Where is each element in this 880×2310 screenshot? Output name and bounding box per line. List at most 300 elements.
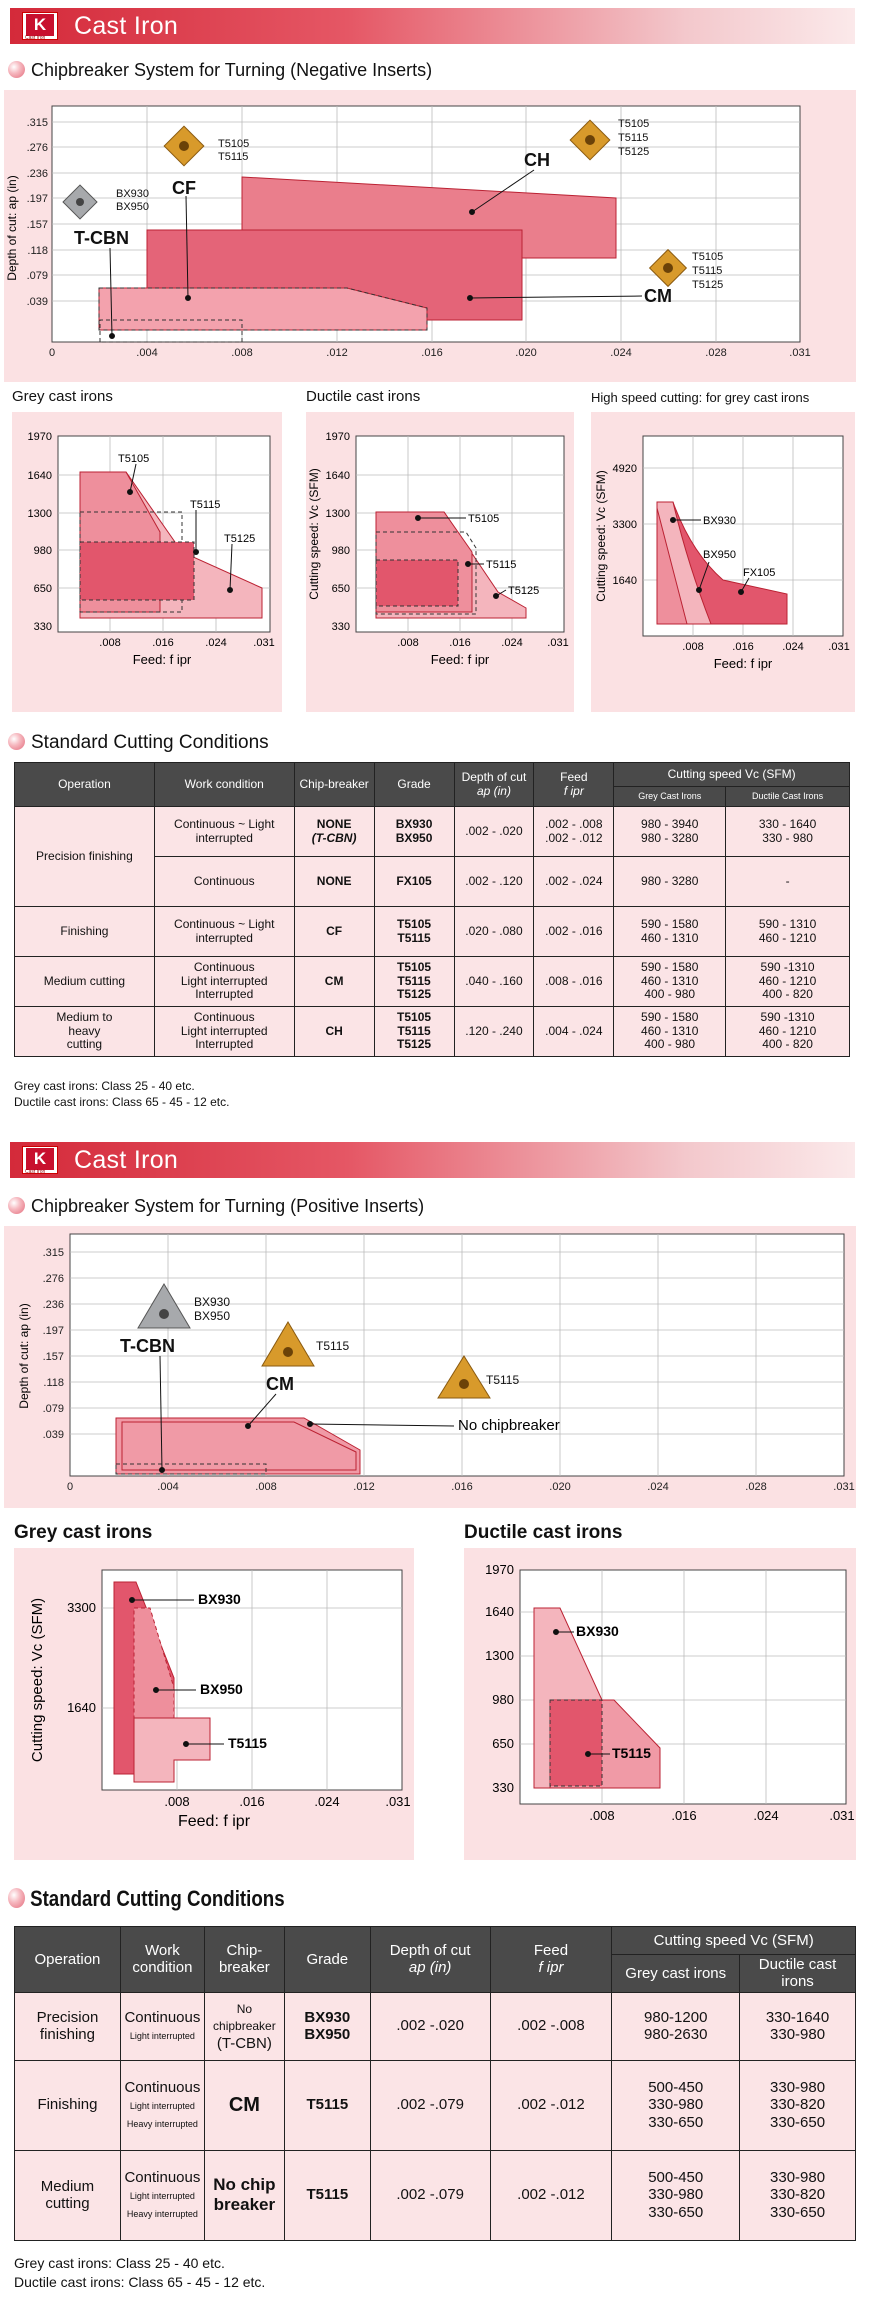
cell-line: .002 - .012	[545, 830, 603, 845]
cell-line: (T-CBN)	[216, 2034, 272, 2052]
x-tick: .008	[255, 1481, 277, 1493]
cell-work: Continuous ~ Light interrupted	[154, 907, 294, 957]
y-axis-label: Cutting speed: Vc (SFM)	[29, 1597, 46, 1763]
x-axis-label: Feed: f ipr	[713, 656, 773, 671]
grade-label: T5115	[190, 499, 221, 511]
x-tick: .012	[326, 347, 348, 359]
chipbreaker-cm: CM	[644, 286, 672, 306]
col-header: Cutting speed Vc (SFM)	[612, 1927, 856, 1955]
cell-line: heavy	[68, 1023, 101, 1038]
y-tick: .039	[26, 296, 48, 308]
x-tick: .016	[449, 637, 471, 649]
y-tick: 330	[33, 621, 52, 633]
cell-line: 980 - 3280	[641, 830, 699, 845]
page-title: Cast Iron	[74, 12, 179, 40]
y-tick: 650	[331, 583, 350, 595]
x-tick: .016	[421, 347, 443, 359]
header-sub: f ipr	[538, 1959, 564, 1977]
brand-logo	[22, 12, 58, 40]
cell-line: Light interrupted	[180, 973, 268, 988]
x-tick: .024	[753, 1808, 779, 1823]
cell-grey	[614, 807, 726, 857]
cell-line: BX950	[304, 2026, 351, 2043]
bullet-icon	[8, 61, 25, 78]
col-header: Grade	[284, 1927, 370, 1993]
cell-ductile	[740, 2150, 856, 2240]
col-header: Cutting speed Vc (SFM)	[614, 763, 850, 787]
cell-line: 980 - 3940	[641, 816, 699, 831]
cell-line: 460 - 1310	[641, 930, 699, 945]
cell-line: T5105	[397, 959, 432, 974]
cell-grade: FX105	[374, 857, 454, 907]
cell-line: 980-2630	[644, 2026, 708, 2043]
grade-label: T5105	[618, 118, 650, 130]
y-tick: .197	[26, 193, 48, 205]
cell-line: NONE	[316, 816, 352, 831]
footnote	[14, 1078, 229, 1110]
x-tick: .016	[152, 637, 174, 649]
header-text: Feed	[533, 1942, 569, 1959]
footnote	[14, 2254, 265, 2292]
grade-label: BX930	[198, 1591, 241, 1607]
cell-operation: Precision finishing	[15, 807, 155, 907]
y-axis-label: Cutting speed: Vc (SFM)	[594, 470, 608, 602]
cell-feed: .008 - .016	[534, 957, 614, 1007]
grade-label: T5115	[618, 132, 649, 144]
chipbreaker-tcbn: T-CBN	[74, 228, 129, 248]
y-tick: .236	[26, 168, 48, 180]
x-tick: .016	[671, 1808, 697, 1823]
cell-line: 400 - 820	[762, 987, 813, 1002]
cell-line: 330-980	[770, 2169, 826, 2187]
cell-feed: .002 -.012	[490, 2060, 612, 2150]
y-tick: 980	[33, 545, 52, 557]
y-tick: 330	[492, 1780, 514, 1795]
cell-line: Light interrupted	[129, 2101, 195, 2112]
grade-label: T5115	[228, 1735, 267, 1751]
y-tick: .315	[42, 1247, 64, 1259]
cell-line: 330-980	[648, 2096, 704, 2114]
grade-label: T5105	[218, 138, 250, 150]
grade-label: T5115	[486, 1373, 520, 1387]
cell-line: 330-650	[770, 2203, 826, 2221]
cell-line: 330-980	[648, 2186, 704, 2204]
section-heading	[8, 1196, 424, 1217]
cell-grey	[614, 1007, 726, 1057]
cell-line: Continuous	[124, 2008, 201, 2026]
cell-line: 400 - 820	[762, 1037, 813, 1052]
y-tick: 980	[492, 1692, 514, 1707]
x-tick: .028	[705, 347, 727, 359]
cell-operation: Precision finishing	[15, 1992, 121, 2060]
x-tick: 0	[48, 347, 56, 359]
pos-grey-minichart	[14, 1548, 414, 1860]
cell-line: Continuous	[193, 959, 255, 974]
table-row	[15, 957, 850, 1007]
cell-chip: NONE	[294, 857, 374, 907]
grade-label: BX930	[703, 515, 737, 527]
pos-ductile-minichart	[464, 1548, 856, 1860]
header-sub: ap (in)	[476, 783, 511, 798]
positive-chart-panel	[4, 1226, 856, 1508]
cell-chip: No chip breaker	[204, 2150, 284, 2240]
cell-line: Light interrupted	[129, 2191, 195, 2202]
x-tick: .031	[828, 641, 850, 653]
x-tick: .008	[231, 347, 253, 359]
cell-depth: .120 - .240	[454, 1007, 534, 1057]
cell-line: T5115	[397, 930, 431, 945]
bullet-icon	[8, 733, 25, 750]
bullet-icon	[8, 1197, 25, 1214]
heading-text: Chipbreaker System for Turning (Positive Inserts)	[31, 1196, 425, 1216]
region-t5105	[376, 560, 458, 606]
y-tick: 1640	[325, 470, 350, 482]
y-tick: 1640	[67, 1700, 96, 1715]
col-subheader: Ductile Cast Irons	[726, 787, 850, 807]
header-text: Depth of cut	[461, 769, 527, 784]
x-tick: .024	[314, 1794, 340, 1809]
y-tick: .276	[42, 1273, 64, 1285]
cell-line: 460 - 1310	[641, 1023, 699, 1038]
section-header	[10, 1142, 855, 1178]
cell-depth: .020 - .080	[454, 907, 534, 957]
cell-operation	[15, 1007, 155, 1057]
cell-line: 330-980	[770, 2026, 826, 2043]
minichart-title: High speed cutting: for grey cast irons	[591, 390, 810, 405]
cell-line: T5115	[397, 1023, 431, 1038]
minichart-title: Grey cast irons	[14, 1522, 153, 1543]
y-tick: .079	[26, 270, 48, 282]
section-heading	[8, 732, 269, 754]
heading-text: Chipbreaker System for Turning (Negative Inserts)	[31, 60, 433, 80]
cell-feed	[534, 807, 614, 857]
cell-line: T5105	[397, 916, 432, 931]
y-tick: 650	[33, 583, 52, 595]
y-axis-label: Cutting speed: Vc (SFM)	[307, 468, 321, 600]
grade-label: T5125	[692, 279, 724, 291]
cell-work	[154, 1007, 294, 1057]
cell-feed: .004 - .024	[534, 1007, 614, 1057]
cell-line: T5105	[397, 1009, 432, 1024]
col-header	[490, 1927, 612, 1993]
cell-line: Heavy interrupted	[126, 2118, 198, 2129]
cell-work	[120, 1992, 204, 2060]
y-tick: 3300	[612, 519, 637, 531]
cell-chip: CF	[294, 907, 374, 957]
x-tick: .031	[547, 637, 569, 649]
x-tick: .031	[385, 1794, 411, 1809]
cell-grade: T5115	[284, 2060, 370, 2150]
col-header: Chip-breaker	[204, 1927, 284, 1993]
grade-label: T5125	[224, 533, 256, 545]
cell-line: 330-980	[770, 2079, 826, 2097]
x-tick: .008	[397, 637, 419, 649]
y-tick: 1970	[485, 1562, 514, 1577]
col-header: Grade	[374, 763, 454, 807]
grade-label: T5105	[118, 453, 150, 465]
cell-depth: .002 -.079	[370, 2150, 490, 2240]
x-tick: .020	[515, 347, 537, 359]
section-heading	[8, 60, 432, 81]
cell-operation: Medium cutting	[15, 2150, 121, 2240]
cell-line: 330 - 980	[762, 830, 813, 845]
cell-line: 460 - 1210	[758, 1023, 817, 1038]
y-tick: .118	[43, 1377, 64, 1389]
y-tick: 1300	[485, 1648, 514, 1663]
cell-line: 400 - 980	[644, 987, 696, 1002]
y-tick: 330	[331, 621, 350, 633]
negative-chart-panel	[4, 90, 856, 382]
footnote-line: Grey cast irons: Class 25 - 40 etc.	[14, 2255, 225, 2271]
y-tick: 1640	[27, 470, 52, 482]
cell-line: 980-1200	[644, 2008, 708, 2026]
cell-line: 590 - 1580	[641, 959, 699, 974]
cell-line: 460 - 1310	[641, 973, 699, 988]
header-sub: f ipr	[563, 783, 584, 798]
grade-label: T5115	[486, 559, 517, 571]
x-tick: .016	[239, 1794, 265, 1809]
cell-grey	[612, 2150, 740, 2240]
footnote-line: Grey cast irons: Class 25 - 40 etc.	[14, 1079, 195, 1093]
cell-line: 460 - 1210	[758, 930, 817, 945]
header-sub: ap (in)	[408, 1959, 452, 1977]
cell-line: 460 - 1210	[758, 973, 817, 988]
grade-label: T5105	[468, 513, 500, 525]
table-row	[15, 1992, 856, 2060]
grade-label: T5115	[692, 265, 723, 277]
cell-ductile	[726, 1007, 850, 1057]
cell-operation: Finishing	[15, 907, 155, 957]
high-speed-minichart	[591, 412, 855, 712]
grade-label: BX950	[194, 1309, 231, 1323]
chipbreaker-tcbn: T-CBN	[120, 1336, 175, 1356]
cell-grade	[374, 957, 454, 1007]
grey-minichart	[12, 412, 282, 712]
grade-label: T5125	[618, 146, 650, 158]
cell-line: BX930	[395, 816, 433, 831]
col-subheader: Grey cast irons	[612, 1955, 740, 1993]
table-row	[15, 807, 850, 857]
x-tick: .008	[164, 1794, 190, 1809]
y-tick: 650	[492, 1736, 514, 1751]
x-axis-label: Feed: f ipr	[132, 652, 192, 667]
x-tick: .031	[833, 1481, 855, 1493]
cell-chip: CM	[204, 2060, 284, 2150]
col-header: Work condition	[154, 763, 294, 807]
cell-feed: .002 - .024	[534, 857, 614, 907]
x-tick: .024	[610, 347, 632, 359]
cell-chip	[294, 807, 374, 857]
cell-line: 590 - 1580	[641, 1009, 699, 1024]
y-tick: .197	[42, 1325, 64, 1337]
y-tick: 1640	[612, 575, 637, 587]
x-tick: .020	[549, 1481, 571, 1493]
cell-line: (T-CBN)	[311, 830, 357, 845]
logo-letter: K	[26, 1148, 54, 1170]
cell-ductile	[726, 907, 850, 957]
grade-label: BX950	[116, 201, 150, 213]
heading-text: Standard Cutting Conditions	[30, 1886, 285, 1911]
cell-depth: .002 -.020	[370, 1992, 490, 2060]
y-tick: .079	[42, 1403, 64, 1415]
chipbreaker-ch: CH	[524, 150, 550, 170]
cell-line: T5125	[397, 1037, 432, 1052]
x-tick: .004	[136, 347, 158, 359]
cell-chip: CH	[294, 1007, 374, 1057]
logo-sub: Cast Iron	[25, 1169, 46, 1175]
conditions-table-negative	[14, 762, 850, 1057]
conditions-table-positive	[14, 1926, 856, 2241]
cell-ductile	[726, 807, 850, 857]
cell-line: 590 - 1310	[758, 916, 817, 931]
y-tick: 3300	[67, 1600, 96, 1615]
x-axis-label: Feed: f ipr	[177, 1813, 251, 1830]
x-tick: 0	[66, 1481, 74, 1493]
logo-sub: Cast Iron	[25, 35, 46, 41]
grade-label: T5125	[508, 585, 540, 597]
x-tick: .008	[682, 641, 704, 653]
y-axis-label: Depth of cut: ap (in)	[5, 175, 19, 281]
grade-label: T5115	[612, 1745, 651, 1761]
y-axis-label: Depth of cut: ap (in)	[17, 1303, 31, 1409]
grade-label: BX930	[116, 188, 150, 200]
heading-text: Standard Cutting Conditions	[31, 732, 269, 753]
cell-work	[120, 2150, 204, 2240]
y-tick: 1970	[27, 431, 52, 443]
col-subheader: Grey Cast Irons	[614, 787, 726, 807]
y-tick: 4920	[612, 463, 637, 475]
x-tick: .028	[745, 1481, 767, 1493]
cell-work: Continuous ~ Light interrupted	[154, 807, 294, 857]
negative-chart	[4, 90, 856, 382]
cell-line: 590 - 1580	[641, 916, 699, 931]
x-tick: .012	[353, 1481, 375, 1493]
col-header	[370, 1927, 490, 1993]
minichart-title: Ductile cast irons	[306, 388, 421, 405]
cell-ductile	[740, 1992, 856, 2060]
section-heading	[8, 1886, 285, 1912]
minichart-title: Ductile cast irons	[464, 1522, 623, 1543]
ductile-minichart	[306, 412, 574, 712]
cell-line: 330-650	[770, 2113, 826, 2131]
cell-line: 500-450	[648, 2079, 704, 2097]
y-tick: 1640	[485, 1604, 514, 1619]
cell-grade	[374, 1007, 454, 1057]
cell-line: cutting	[66, 1037, 103, 1052]
footnote-line: Ductile cast irons: Class 65 - 45 - 12 etc.	[14, 2274, 266, 2290]
cell-line: 400 - 980	[644, 1037, 696, 1052]
cell-line: Interrupted	[195, 1037, 254, 1052]
y-tick: 1300	[27, 508, 52, 520]
x-tick: .008	[589, 1808, 615, 1823]
cell-depth: .002 - .020	[454, 807, 534, 857]
cell-line: 590 -1310	[760, 1009, 815, 1024]
cell-work: Continuous	[154, 857, 294, 907]
cell-line: Light interrupted	[180, 1023, 268, 1038]
cell-line: Medium to	[56, 1009, 113, 1024]
cell-line: No chipbreaker	[213, 2002, 276, 2034]
header-text: Depth of cut	[389, 1942, 471, 1959]
table-row	[15, 907, 850, 957]
positive-chart	[4, 1226, 856, 1508]
y-tick: .157	[42, 1351, 64, 1363]
x-tick: .031	[829, 1808, 855, 1823]
cell-operation: Medium cutting	[15, 957, 155, 1007]
cell-line: T5125	[397, 987, 432, 1002]
x-tick: .016	[732, 641, 754, 653]
cell-grade	[374, 807, 454, 857]
cell-line: 330-820	[770, 2096, 826, 2114]
cell-grey: 980 - 3280	[614, 857, 726, 907]
col-header: Operation	[15, 1927, 121, 1993]
grade-label: T5105	[692, 251, 724, 263]
y-tick: .236	[42, 1299, 64, 1311]
y-tick: 1300	[325, 508, 350, 520]
cell-ductile	[740, 2060, 856, 2150]
cell-line: Continuous	[124, 2079, 201, 2097]
cell-chip: CM	[294, 957, 374, 1007]
col-header	[454, 763, 534, 807]
footnote-line: Ductile cast irons: Class 65 - 45 - 12 etc.	[14, 1095, 230, 1109]
x-tick: .024	[205, 637, 227, 649]
x-tick: .024	[782, 641, 804, 653]
cell-grey	[614, 907, 726, 957]
cell-line: Heavy interrupted	[126, 2208, 198, 2219]
cell-line: 330-650	[648, 2203, 704, 2221]
col-header: Work condition	[120, 1927, 204, 1993]
cell-feed: .002 - .016	[534, 907, 614, 957]
cell-feed: .002 -.012	[490, 2150, 612, 2240]
cell-line: .002 - .008	[545, 816, 603, 831]
cell-line: 330-820	[770, 2186, 826, 2204]
cell-depth: .002 - .120	[454, 857, 534, 907]
col-subheader: Ductile cast irons	[740, 1955, 856, 1993]
cell-line: Interrupted	[195, 987, 254, 1002]
x-tick: .024	[501, 637, 523, 649]
cell-line: Continuous	[193, 1009, 255, 1024]
grade-label: BX930	[576, 1623, 619, 1639]
col-header: Operation	[15, 763, 155, 807]
x-tick: .004	[157, 1481, 179, 1493]
cell-line: 330 - 1640	[758, 816, 817, 831]
x-tick: .016	[451, 1481, 473, 1493]
y-tick: .315	[26, 117, 48, 129]
section-header	[10, 8, 855, 44]
y-tick: .157	[26, 219, 48, 231]
cell-work	[120, 2060, 204, 2150]
table-row	[15, 1007, 850, 1057]
cell-grade	[374, 907, 454, 957]
cell-work	[154, 957, 294, 1007]
cell-line: 500-450	[648, 2169, 704, 2187]
cell-line: BX930	[304, 2008, 351, 2026]
y-tick: .039	[42, 1429, 64, 1441]
region-t5105	[80, 542, 194, 600]
cell-line: Continuous	[124, 2169, 201, 2187]
col-header	[534, 763, 614, 807]
grade-label: T5115	[316, 1339, 350, 1353]
cell-grey	[612, 2060, 740, 2150]
cell-grey	[614, 957, 726, 1007]
grade-label: BX950	[200, 1681, 243, 1697]
y-tick: 1970	[325, 431, 350, 443]
chipbreaker-cm: CM	[266, 1374, 294, 1394]
col-header: Chip-breaker	[294, 763, 374, 807]
bullet-icon	[8, 1888, 25, 1908]
chipbreaker-cf: CF	[172, 178, 196, 198]
grade-label: FX105	[743, 567, 776, 579]
x-tick: .024	[647, 1481, 669, 1493]
